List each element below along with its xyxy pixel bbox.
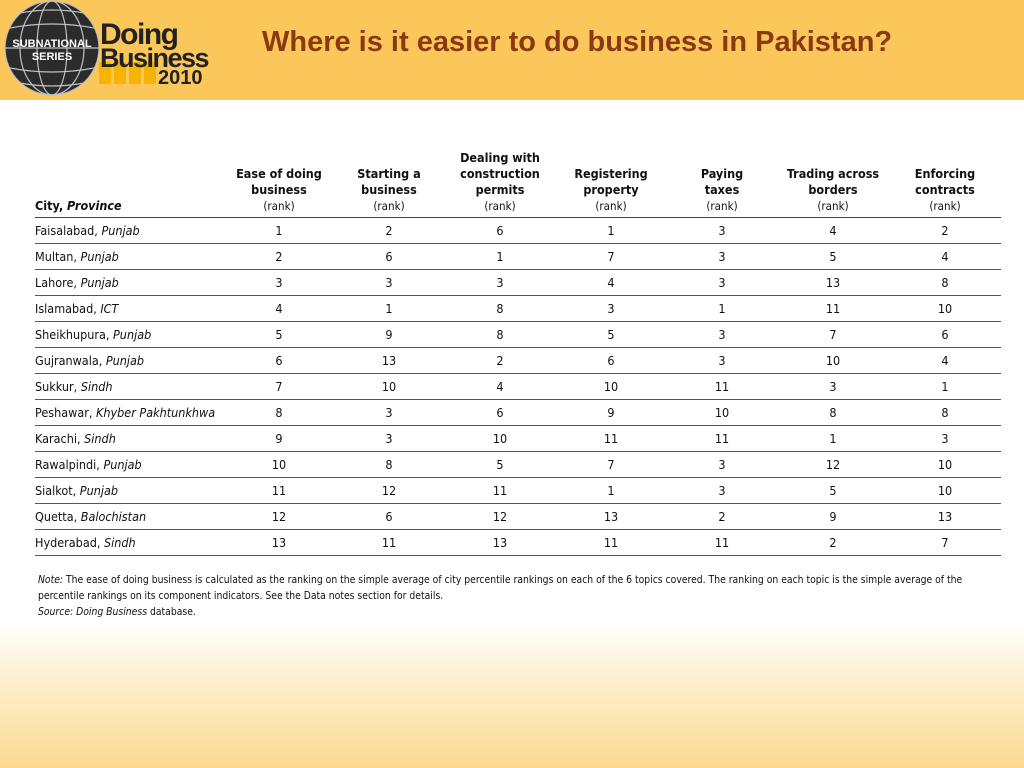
city-cell	[35, 530, 225, 556]
province-name: Punjab	[113, 327, 152, 342]
rank-cell: 1	[889, 374, 1001, 400]
table-row	[35, 296, 1001, 322]
province-name: Punjab	[79, 483, 118, 498]
rank-cell: 3	[555, 296, 667, 322]
province-name: Punjab	[101, 223, 140, 238]
rank-cell: 10	[333, 374, 445, 400]
rank-cell: 9	[777, 504, 889, 530]
note-label: Note:	[38, 574, 64, 586]
header-column-text: borders	[808, 182, 858, 197]
city-cell	[35, 504, 225, 530]
rank-cell: 9	[333, 322, 445, 348]
rank-cell: 11	[667, 530, 777, 556]
city-name: Gujranwala,	[35, 353, 103, 368]
rank-cell: 11	[555, 426, 667, 452]
rank-cell: 6	[445, 400, 555, 426]
rank-cell: 7	[225, 374, 333, 400]
rank-cell: 7	[889, 530, 1001, 556]
rank-cell: 4	[555, 270, 667, 296]
city-cell	[35, 296, 225, 322]
city-cell	[35, 400, 225, 426]
rank-cell: 8	[889, 270, 1001, 296]
rank-cell: 2	[225, 244, 333, 270]
header-column-unit: (rank)	[817, 199, 849, 213]
header-column-text	[667, 150, 777, 166]
rank-cell: 4	[889, 348, 1001, 374]
rank-cell: 11	[225, 478, 333, 504]
rank-cell: 3	[667, 218, 777, 244]
header-column-unit: (rank)	[263, 199, 295, 213]
city-name: Islamabad,	[35, 301, 97, 316]
rank-cell: 11	[555, 530, 667, 556]
header-column	[667, 150, 777, 218]
logo-word-business: Business	[100, 43, 209, 73]
rank-cell: 5	[445, 452, 555, 478]
rank-cell: 11	[333, 530, 445, 556]
rank-cell: 2	[889, 218, 1001, 244]
rank-cell: 6	[333, 244, 445, 270]
rank-cell: 11	[777, 296, 889, 322]
province-name: Punjab	[80, 249, 119, 264]
city-name: Hyderabad,	[35, 535, 101, 550]
rank-cell: 1	[555, 478, 667, 504]
table-row	[35, 530, 1001, 556]
city-name: Sukkur,	[35, 379, 78, 394]
table-row	[35, 504, 1001, 530]
rank-cell: 2	[445, 348, 555, 374]
header-column-text: Paying	[700, 166, 744, 181]
header-column	[225, 150, 333, 218]
header-column-text	[889, 150, 1001, 166]
header-column	[555, 150, 667, 218]
header-column-text: construction	[460, 166, 540, 181]
rank-cell: 1	[667, 296, 777, 322]
province-name: Khyber Pakhtunkhwa	[96, 405, 216, 420]
rank-cell: 6	[225, 348, 333, 374]
rank-cell: 3	[667, 270, 777, 296]
table-row	[35, 244, 1001, 270]
source-name: Doing Business	[73, 606, 148, 618]
province-name: ICT	[100, 301, 119, 316]
province-name: Punjab	[105, 353, 145, 368]
slide-header	[0, 0, 1024, 100]
rank-cell: 12	[333, 478, 445, 504]
header-column-text: contracts	[915, 182, 975, 197]
doing-business-logo	[0, 0, 225, 100]
city-name: Quetta,	[35, 509, 78, 524]
rank-cell: 1	[445, 244, 555, 270]
rank-cell: 3	[667, 478, 777, 504]
header-column-text: business	[361, 182, 417, 197]
rank-cell: 4	[225, 296, 333, 322]
city-cell	[35, 452, 225, 478]
rank-cell: 13	[555, 504, 667, 530]
rank-cell: 12	[445, 504, 555, 530]
rank-cell: 10	[225, 452, 333, 478]
rank-cell: 11	[667, 374, 777, 400]
header-column-unit: (rank)	[706, 199, 738, 213]
header-column-text: Enforcing	[914, 166, 976, 181]
city-cell	[35, 426, 225, 452]
header-column	[777, 150, 889, 218]
header-province-label: Province	[67, 198, 122, 213]
city-cell	[35, 478, 225, 504]
city-name: Multan,	[35, 249, 77, 264]
rank-cell: 2	[667, 504, 777, 530]
rank-cell: 9	[225, 426, 333, 452]
province-name: Sindh	[80, 379, 113, 394]
rank-cell: 13	[333, 348, 445, 374]
header-column-text	[333, 150, 445, 166]
table-header-row	[35, 150, 1001, 218]
rank-cell: 10	[555, 374, 667, 400]
table-body	[35, 218, 1001, 556]
city-cell	[35, 244, 225, 270]
rank-cell: 10	[889, 478, 1001, 504]
header-column	[889, 150, 1001, 218]
rank-cell: 5	[225, 322, 333, 348]
province-name: Balochistan	[80, 509, 147, 524]
header-column-text	[555, 150, 667, 166]
rank-cell: 3	[667, 244, 777, 270]
header-column-text: property	[583, 182, 639, 197]
table-row	[35, 374, 1001, 400]
rank-cell: 3	[333, 270, 445, 296]
rank-cell: 10	[889, 452, 1001, 478]
header-column-unit: (rank)	[373, 199, 405, 213]
rank-cell: 11	[445, 478, 555, 504]
city-name: Rawalpindi,	[35, 457, 100, 472]
rank-cell: 9	[555, 400, 667, 426]
rank-cell: 3	[333, 426, 445, 452]
rank-cell: 7	[555, 244, 667, 270]
city-name: Sialkot,	[35, 483, 77, 498]
rank-cell: 8	[445, 322, 555, 348]
rank-cell: 13	[225, 530, 333, 556]
city-name: Sheikhupura,	[35, 327, 110, 342]
table-row	[35, 218, 1001, 244]
rank-cell: 6	[889, 322, 1001, 348]
header-column-text: permits	[475, 182, 525, 197]
city-name: Lahore,	[35, 275, 77, 290]
rank-cell: 5	[777, 478, 889, 504]
table-note	[38, 572, 998, 620]
rank-cell: 4	[889, 244, 1001, 270]
rank-cell: 1	[225, 218, 333, 244]
province-name: Punjab	[103, 457, 142, 472]
rank-cell: 6	[555, 348, 667, 374]
rank-cell: 12	[225, 504, 333, 530]
header-column-text: taxes	[704, 182, 740, 197]
city-cell	[35, 374, 225, 400]
table-row	[35, 322, 1001, 348]
source-label: Source:	[38, 606, 74, 618]
rank-cell: 1	[333, 296, 445, 322]
rank-cell: 3	[667, 348, 777, 374]
header-column-text: Trading across	[786, 166, 880, 181]
table-row	[35, 270, 1001, 296]
header-column-text: Registering	[574, 166, 648, 181]
rank-cell: 7	[777, 322, 889, 348]
rank-cell: 3	[667, 452, 777, 478]
note-line	[38, 572, 998, 604]
table-row	[35, 400, 1001, 426]
rank-cell: 8	[225, 400, 333, 426]
rank-cell: 4	[777, 218, 889, 244]
rank-cell: 8	[333, 452, 445, 478]
province-name: Sindh	[104, 535, 136, 550]
rank-cell: 2	[333, 218, 445, 244]
rank-cell: 1	[555, 218, 667, 244]
table-row	[35, 426, 1001, 452]
logo-badge-line1: SUBNATIONAL	[12, 38, 92, 50]
rank-cell: 4	[445, 374, 555, 400]
header-column-text: Ease of doing	[236, 166, 322, 181]
rank-cell: 8	[777, 400, 889, 426]
rank-cell: 3	[225, 270, 333, 296]
rank-cell: 10	[777, 348, 889, 374]
rank-cell: 10	[445, 426, 555, 452]
rank-cell: 5	[555, 322, 667, 348]
city-name: Faisalabad,	[35, 223, 98, 238]
city-cell	[35, 348, 225, 374]
header-column-text: business	[251, 182, 307, 197]
rank-cell: 3	[445, 270, 555, 296]
rank-cell: 10	[667, 400, 777, 426]
rank-cell: 3	[667, 322, 777, 348]
city-cell	[35, 218, 225, 244]
header-column	[333, 150, 445, 218]
city-cell	[35, 322, 225, 348]
rank-cell: 3	[889, 426, 1001, 452]
header-column-text	[225, 150, 333, 166]
note-text: The ease of doing business is calculated as the ranking on the simple average of city percentile rankings on each of the 6 topics covered. The ranking on each topic is the simple average of the percentile rankings on its component indicators. See the Data notes section for details.	[38, 574, 963, 602]
rank-cell: 13	[889, 504, 1001, 530]
logo-year: 2010	[158, 67, 203, 89]
header-column	[445, 150, 555, 218]
source-rest: database.	[147, 606, 196, 618]
ranking-table-container	[30, 150, 998, 556]
slide-title: Where is it easier to do business in Pakistan?	[262, 26, 893, 58]
city-name: Karachi,	[35, 431, 81, 446]
rank-cell: 8	[445, 296, 555, 322]
header-city	[35, 150, 225, 218]
rank-cell: 6	[333, 504, 445, 530]
header-city-label: City,	[35, 198, 64, 213]
rank-cell: 3	[777, 374, 889, 400]
rank-cell: 10	[889, 296, 1001, 322]
rank-cell: 5	[777, 244, 889, 270]
rank-cell: 7	[555, 452, 667, 478]
city-name: Peshawar,	[35, 405, 93, 420]
rank-cell: 8	[889, 400, 1001, 426]
rank-cell: 3	[333, 400, 445, 426]
header-column-text: Starting a	[357, 166, 421, 181]
rank-cell: 1	[777, 426, 889, 452]
province-name: Sindh	[84, 431, 116, 446]
ranking-table	[35, 150, 1001, 556]
header-column-text: Dealing with	[460, 150, 540, 165]
header-column-unit: (rank)	[484, 199, 516, 213]
rank-cell: 6	[445, 218, 555, 244]
table-row	[35, 348, 1001, 374]
logo-word-doing: Doing	[100, 18, 178, 51]
header-column-unit: (rank)	[929, 199, 961, 213]
table-row	[35, 478, 1001, 504]
province-name: Punjab	[80, 275, 119, 290]
logo-badge-line2: SERIES	[31, 51, 73, 63]
header-column-unit: (rank)	[595, 199, 627, 213]
city-cell	[35, 270, 225, 296]
rank-cell: 2	[777, 530, 889, 556]
rank-cell: 13	[445, 530, 555, 556]
rank-cell: 13	[777, 270, 889, 296]
table-row	[35, 452, 1001, 478]
header-column-text	[777, 150, 889, 166]
rank-cell: 12	[777, 452, 889, 478]
rank-cell: 11	[667, 426, 777, 452]
source-line	[38, 604, 998, 620]
